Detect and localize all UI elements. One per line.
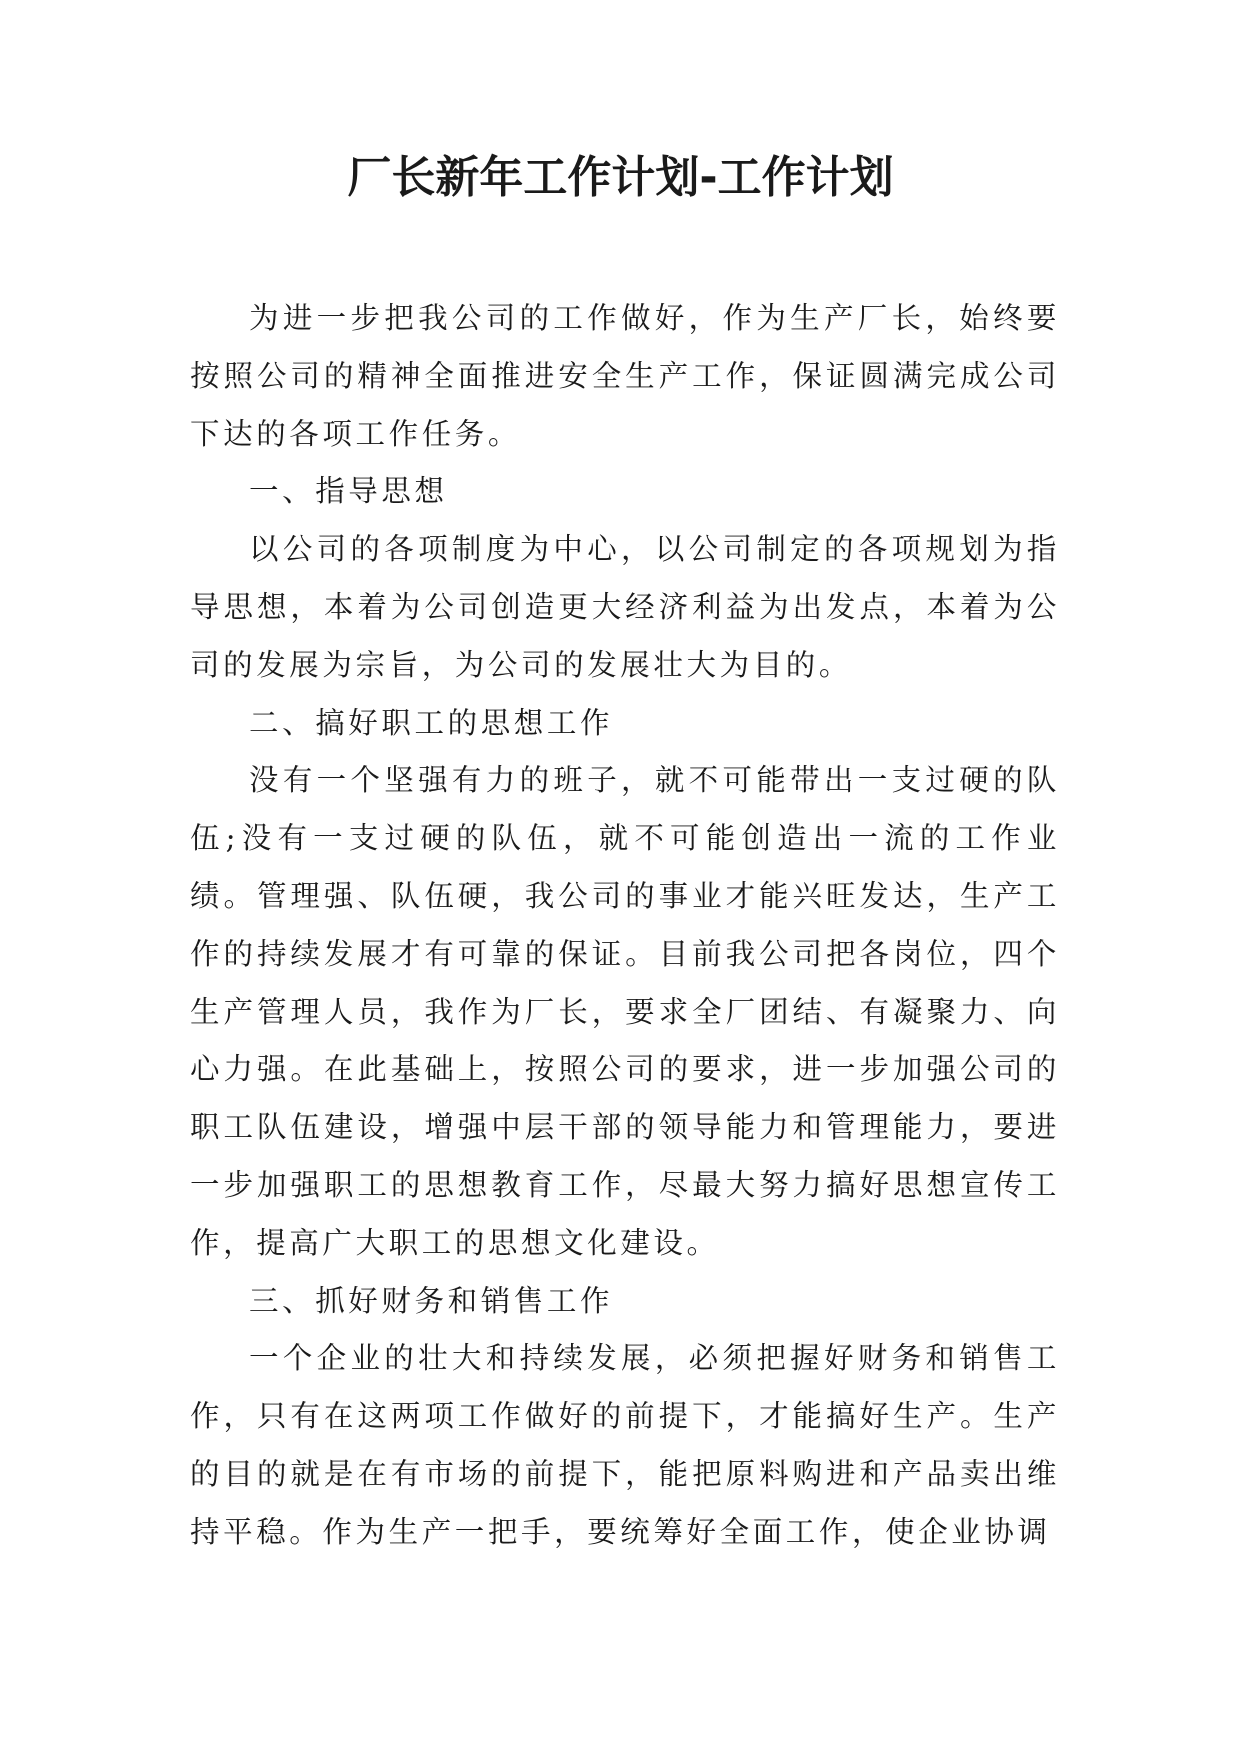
- section-paragraph-2: 没有一个坚强有力的班子，就不可能带出一支过硬的队伍;没有一支过硬的队伍，就不可能创造出一流的工作业绩。管理强、队伍硬，我公司的事业才能兴旺发达，生产工作的持续发展才有可靠的保证。目前我公司把各岗位，四个生产管理人员，我作为厂长，要求全厂团结、有凝聚力、向心力强。在此基础上，按照公司的要求，进一步加强公司的职工队伍建设，增强中层干部的领导能力和管理能力，要进一步加强职工的思想教育工作，尽最大努力搞好思想宣传工作，提高广大职工的思想文化建设。: [190, 763, 1060, 1260]
- section-heading-2: 二、搞好职工的思想工作: [249, 705, 614, 740]
- intro-paragraph: 为进一步把我公司的工作做好，作为生产厂长，始终要按照公司的精神全面推进安全生产工作，保证圆满完成公司下达的各项工作任务。: [190, 301, 1060, 451]
- document-body: [190, 290, 1060, 1562]
- document-title: 厂长新年工作计划-工作计划: [347, 152, 894, 203]
- section-heading-1: 一、指导思想: [249, 474, 448, 509]
- section-heading-3: 三、抓好财务和销售工作: [249, 1283, 614, 1318]
- section-paragraph-3: 一个企业的壮大和持续发展，必须把握好财务和销售工作，只有在这两项工作做好的前提下，才能搞好生产。生产的目的就是在有市场的前提下，能把原料购进和产品卖出维持平稳。作为生产一把手，要统筹好全面工作，使企业协调: [190, 1341, 1060, 1549]
- section-paragraph-1: 以公司的各项制度为中心，以公司制定的各项规划为指导思想，本着为公司创造更大经济利益为出发点，本着为公司的发展为宗旨，为公司的发展壮大为目的。: [190, 532, 1060, 682]
